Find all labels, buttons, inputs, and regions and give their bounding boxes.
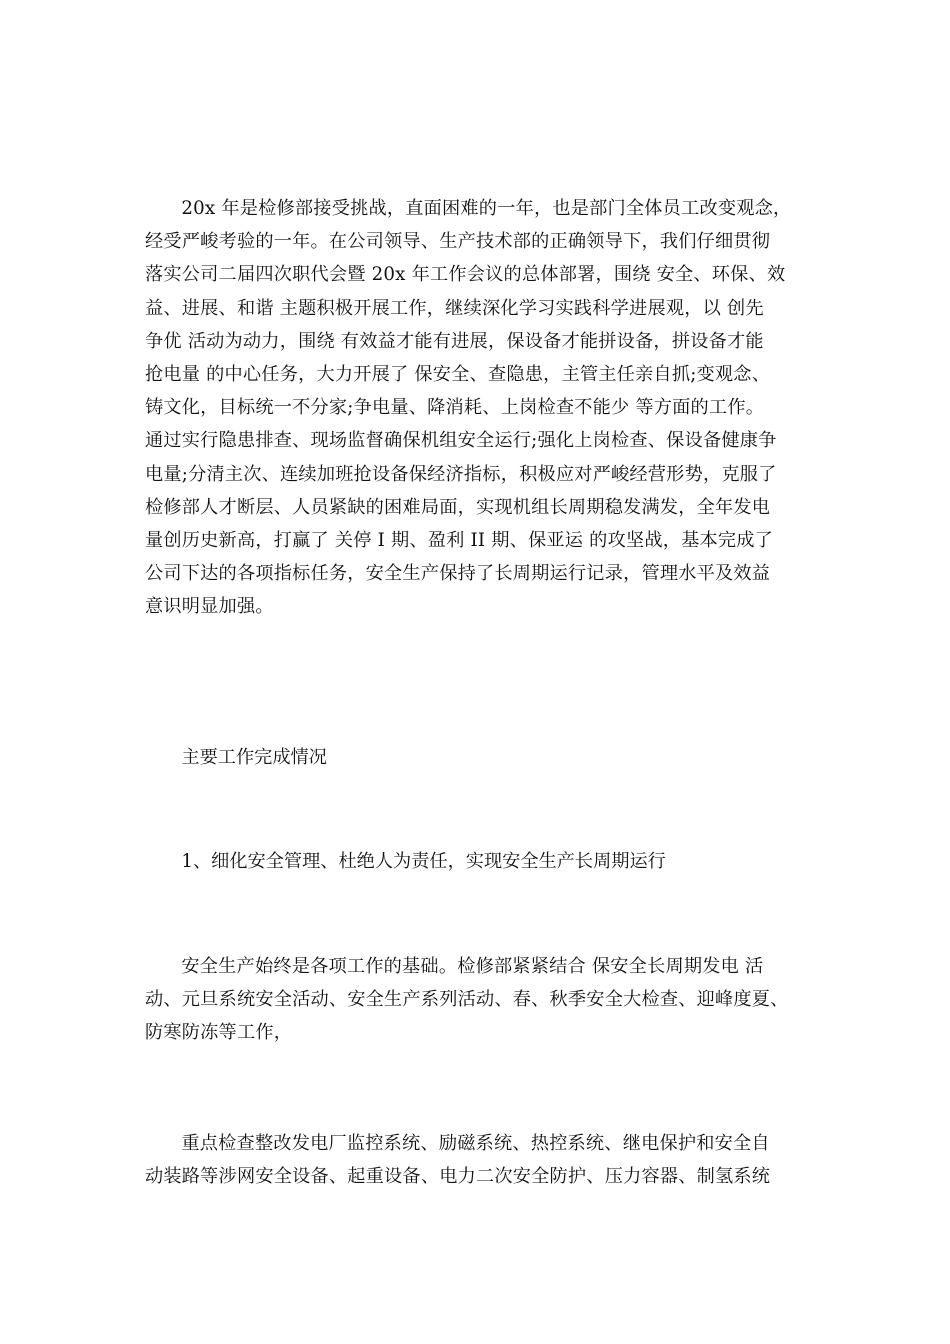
- safety-paragraph: [145, 950, 810, 1050]
- intro-line-12: 公司下达的各项指标任务，安全生产保持了长周期运行记录，管理水平及效益: [145, 563, 771, 585]
- intro-line-10: 检修部人才断层、人员紧缺的困难局面，实现机组长周期稳发满发，全年发电: [145, 496, 771, 518]
- intro-paragraph: [145, 192, 810, 624]
- intro-line-6: 抢电量 的中心任务，大力开展了 保安全、查隐患，主管主任亲自抓;变观念、: [145, 364, 771, 386]
- inspection-paragraph: [145, 1127, 810, 1193]
- subsection-title: 1、细化安全管理、杜绝人为责任，实现安全生产长周期运行: [181, 851, 666, 872]
- section-title: 主要工作完成情况: [181, 747, 327, 768]
- intro-line-3: 落实公司二届四次职代会暨 20x 年工作会议的总体部署，围绕 安全、环保、效: [145, 264, 786, 286]
- safety-line-1: 安全生产始终是各项工作的基础。检修部紧紧结合 保安全长周期发电 活: [181, 956, 764, 977]
- intro-line-9: 电量;分清主次、连续加班抢设备保经济指标，积极应对严峻经营形势，克服了: [145, 463, 777, 485]
- intro-line-8: 通过实行隐患排查、现场监督确保机组安全运行;强化上岗检查、保设备健康争: [145, 430, 777, 452]
- intro-line-1: 20x 年是检修部接受挑战，直面困难的一年，也是部门全体员工改变观念，: [181, 198, 792, 219]
- intro-line-5: 争优 活动为动力，围绕 有效益才能有进展，保设备才能拼设备，拼设备才能: [145, 330, 764, 352]
- inspection-line-1: 重点检查整改发电厂监控系统、励磁系统、热控系统、继电保护和安全自: [181, 1133, 770, 1154]
- inspection-line-2: 动装路等涉网安全设备、起重设备、电力二次安全防护、压力容器、制氢系统: [145, 1166, 771, 1188]
- intro-line-7: 铸文化，目标统一不分家;争电量、降消耗、上岗检查不能少 等方面的工作。: [145, 397, 765, 419]
- intro-line-4: 益、进展、和谐 主题积极开展工作，继续深化学习实践科学进展观，以 创先: [145, 297, 764, 319]
- intro-line-13: 意识明显加强。: [145, 596, 274, 618]
- safety-line-3: 防寒防冻等工作，: [145, 1022, 293, 1044]
- safety-line-2: 动、元旦系统安全活动、安全生产系列活动、春、秋季安全大检查、迎峰度夏、: [145, 989, 789, 1011]
- intro-line-2: 经受严峻考验的一年。在公司领导、生产技术部的正确领导下，我们仔细贯彻: [145, 231, 771, 253]
- intro-line-11: 量创历史新高，打赢了 关停 I 期、盈利 II 期、保亚运 的攻坚战，基本完成了: [145, 530, 774, 552]
